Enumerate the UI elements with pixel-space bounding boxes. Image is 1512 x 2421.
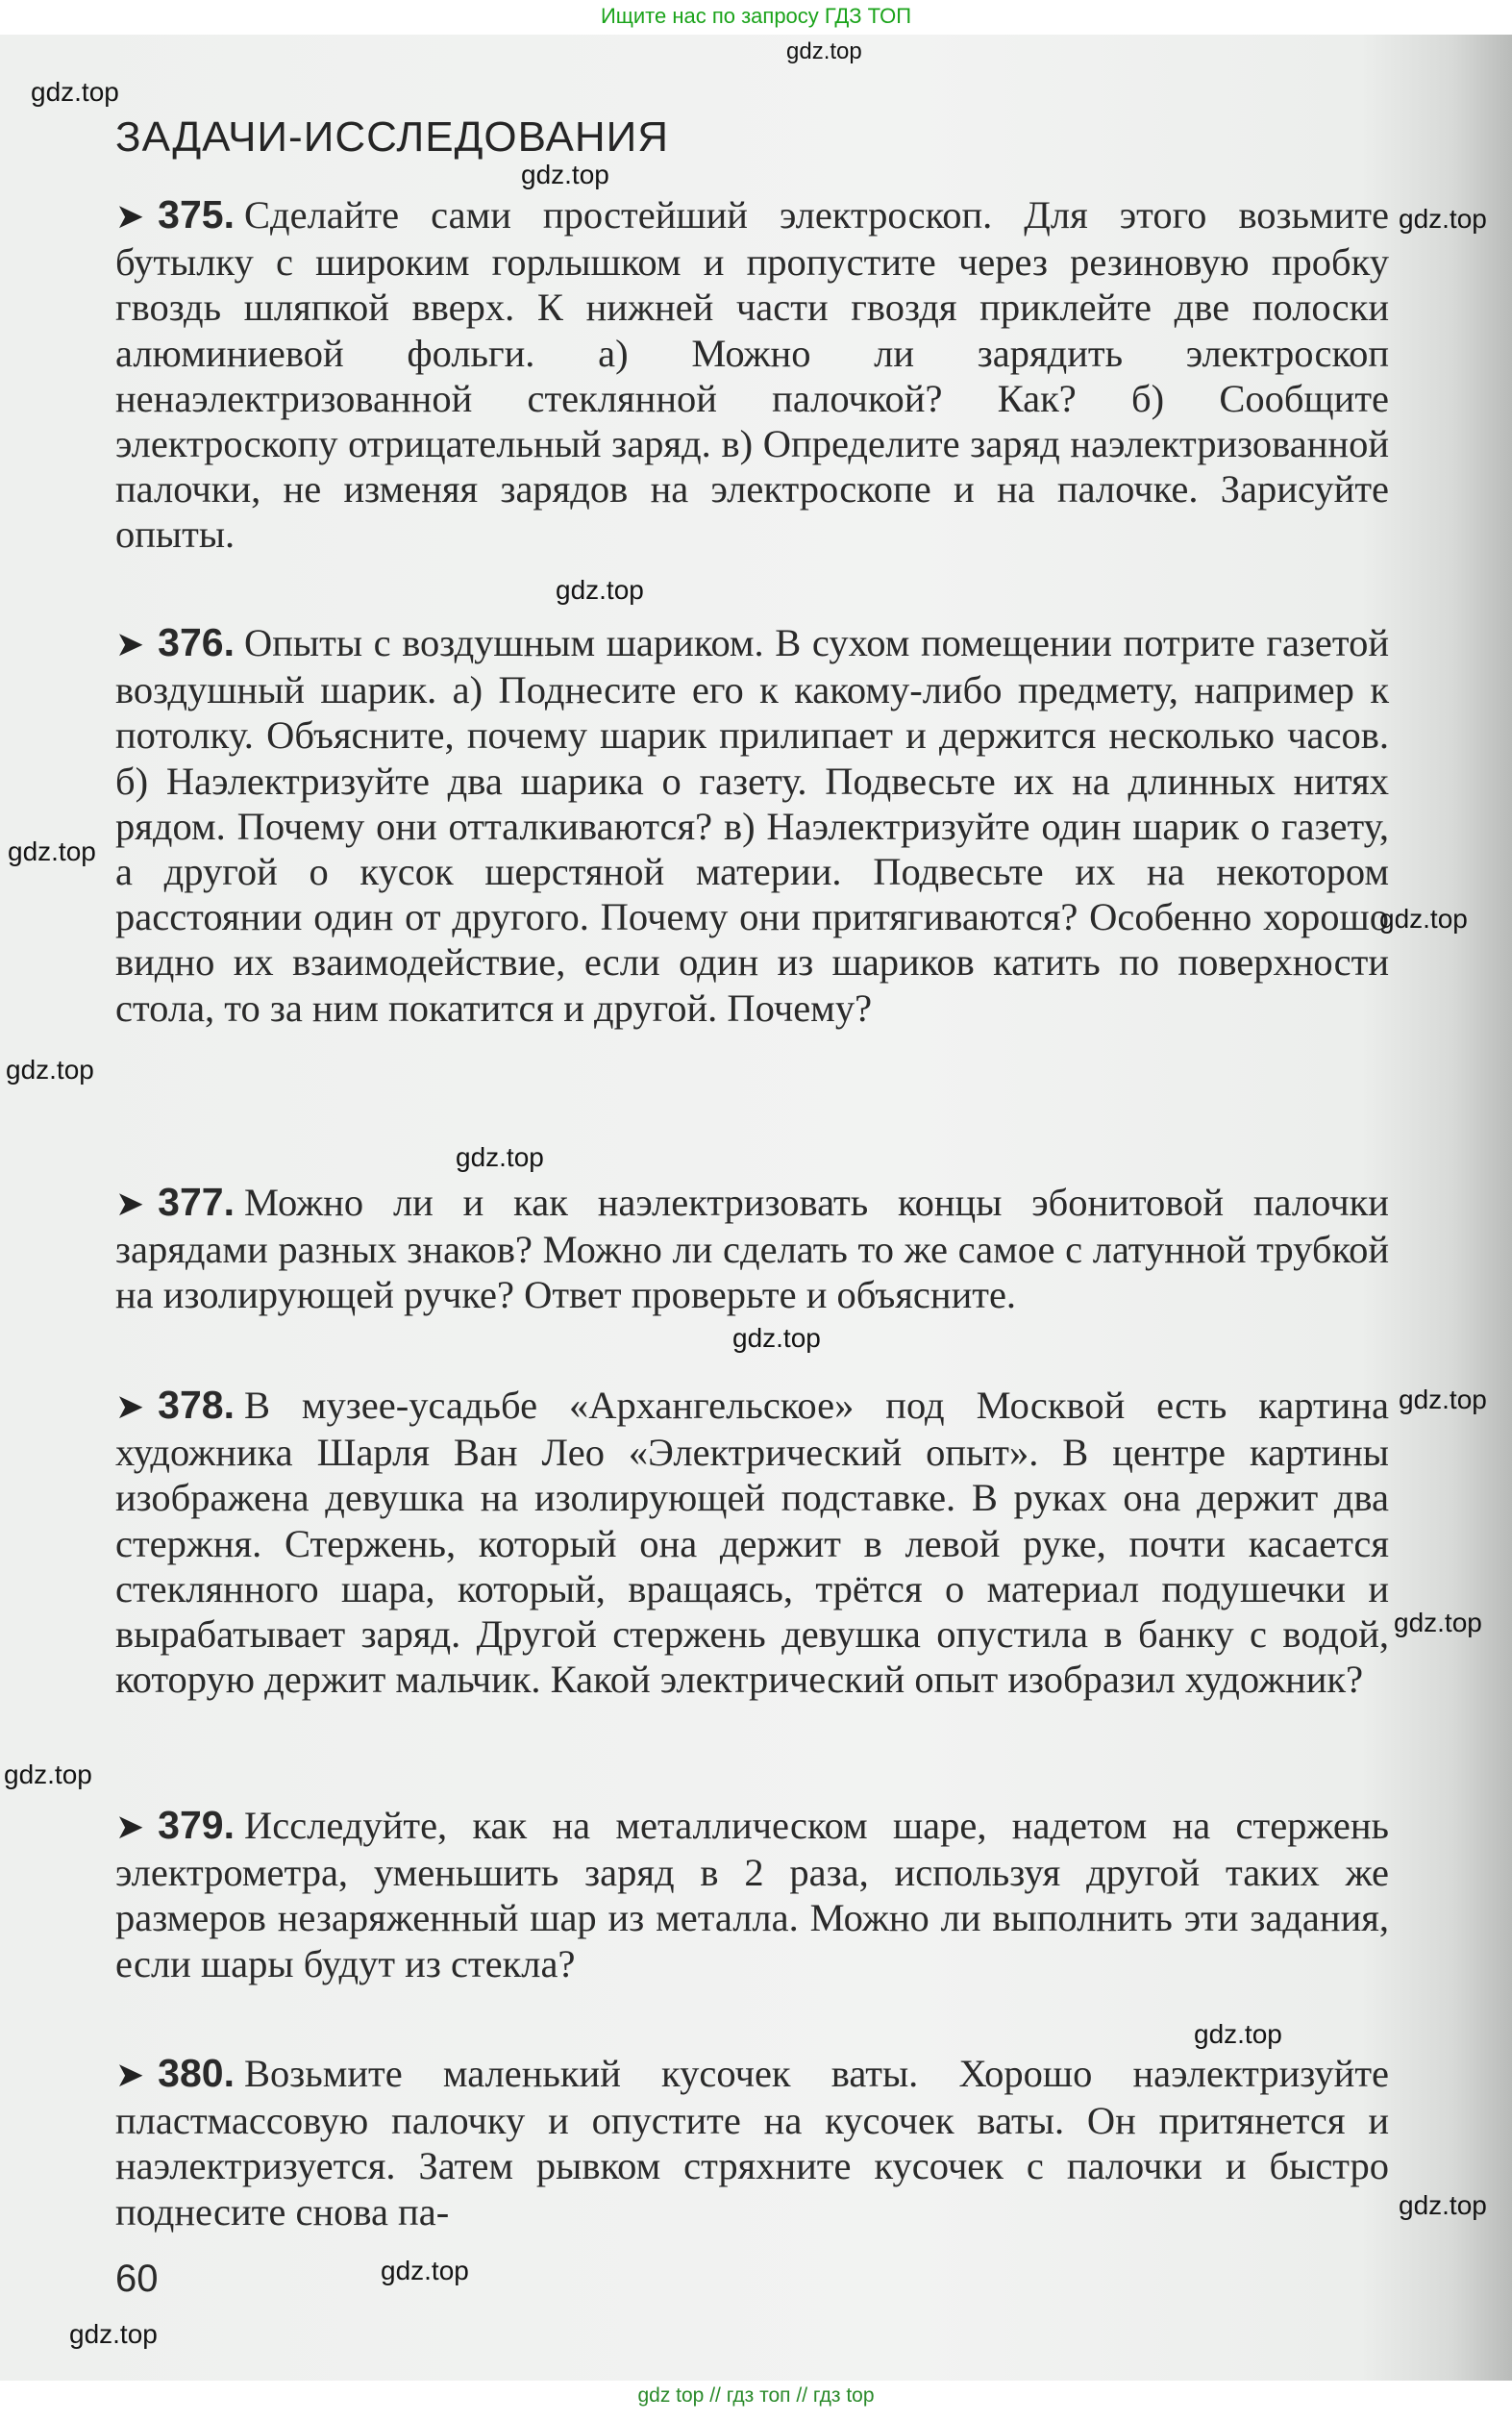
problem-number: 375. (158, 192, 235, 237)
watermark: gdz.top (1394, 1608, 1482, 1637)
watermark: gdz.top (381, 2256, 469, 2285)
arrow-icon: ➤ (115, 1808, 145, 1847)
section-heading: ЗАДАЧИ-ИССЛЕДОВАНИЯ (115, 113, 670, 161)
problem-text: Сделайте сами простейший электроскоп. Для этого возьмите бутылку с широким горлышком и пропустите через резиновую пробку гвоздь шляпкой вверх. К нижней части гвоздя приклейте две полоски алюминиевой фольги. а) Можно ли зарядить электроскоп ненаэлектризованной стеклянной палочкой? Как? б) Сообщите электроскопу отрицательный заряд. в) Определите заряд наэлектризованной палочки, не изменяя зарядов на электроскопе и на палочке. Зарисуйте опыты. (115, 193, 1389, 557)
watermark: gdz.top (556, 575, 644, 605)
problem-number: 380. (158, 2051, 235, 2095)
problem-379 (115, 1803, 1389, 1986)
problem-text: Опыты с воздушным шариком. В сухом помещении потрите газетой воздушный шарик. а) Поднесите его к какому-либо предмету, например к потолку. Объясните, почему шарик прилипает и держится несколько часов. б) Наэлектризуйте два шарика о газету. Подвесьте их на длинных нитях рядом. Почему они отталкиваются? в) Наэлектризуйте один шарик о газету, а другой о кусок шерстяной материи. Подвесьте их на некотором расстоянии один от другого. Почему они притягиваются? Особенно хорошо видно их взаимодействие, если один из шариков катить по поверхности стола, то за ним покатится и другой. Почему? (115, 621, 1389, 1030)
problem-number: 377. (158, 1180, 235, 1224)
watermark: gdz.top (1399, 2190, 1487, 2220)
problem-378 (115, 1383, 1389, 1702)
arrow-icon: ➤ (115, 2056, 145, 2095)
problem-number: 379. (158, 1803, 235, 1847)
problem-376 (115, 620, 1389, 1031)
problem-number: 378. (158, 1383, 235, 1427)
problem-text: Исследуйте, как на металлическом шаре, надетом на стержень электрометра, уменьшить заряд в 2 раза, используя другой таких же размеров незаряженный шар из металла. Можно ли выполнить эти задания, если шары будут из стекла? (115, 1804, 1389, 1985)
problem-text: Можно ли и как наэлектризовать концы эбонитовой палочки зарядами разных знаков? Можно ли сделать то же самое с латунной трубкой на изолирующей ручке? Ответ проверьте и объясните. (115, 1181, 1389, 1317)
page-number: 60 (115, 2258, 159, 2300)
arrow-icon: ➤ (115, 1387, 145, 1427)
footer-links[interactable]: gdz top // гдз топ // гдз top (637, 2384, 875, 2407)
watermark: gdz.top (1194, 2019, 1282, 2049)
arrow-icon: ➤ (115, 197, 145, 237)
watermark: gdz.top (1399, 1385, 1487, 1414)
watermark: gdz.top (6, 1055, 94, 1085)
top-banner[interactable]: Ищите нас по запросу ГДЗ ТОП (600, 4, 912, 28)
problem-text: Возьмите маленький кусочек ваты. Хорошо наэлектризуйте пластмассовую палочку и опустите на кусочек ваты. Он притянется и наэлектризуется. Затем рывком стряхните кусочек с палочки и быстро поднесите снова па- (115, 2052, 1389, 2234)
arrow-icon: ➤ (115, 1185, 145, 1224)
watermark: gdz.top (69, 2319, 158, 2349)
problem-380 (115, 2051, 1389, 2234)
problem-number: 376. (158, 620, 235, 664)
watermark: gdz.top (1379, 904, 1468, 934)
watermark: gdz.top (456, 1142, 544, 1172)
watermark: gdz.top (786, 38, 862, 64)
arrow-icon: ➤ (115, 625, 145, 664)
watermark: gdz.top (732, 1323, 821, 1353)
watermark: gdz.top (4, 1760, 92, 1789)
problem-377 (115, 1180, 1389, 1318)
watermark: gdz.top (1399, 204, 1487, 234)
watermark: gdz.top (8, 836, 96, 866)
watermark: gdz.top (31, 77, 119, 107)
problem-375 (115, 192, 1389, 558)
watermark: gdz.top (521, 160, 609, 189)
problem-text: В музее-усадьбе «Архангельское» под Москвой есть картина художника Шарля Ван Лео «Электрический опыт». В центре картины изображена девушка на изолирующей подставке. В руках она держит два стержня. Стержень, который она держит в левой руке, почти касается стеклянного шара, который, вращаясь, трётся о материал подушечки и вырабатывает заряд. Другой стержень девушка опустила в банку с водой, которую держит мальчик. Какой электрический опыт изобразил художник? (115, 1384, 1389, 1702)
